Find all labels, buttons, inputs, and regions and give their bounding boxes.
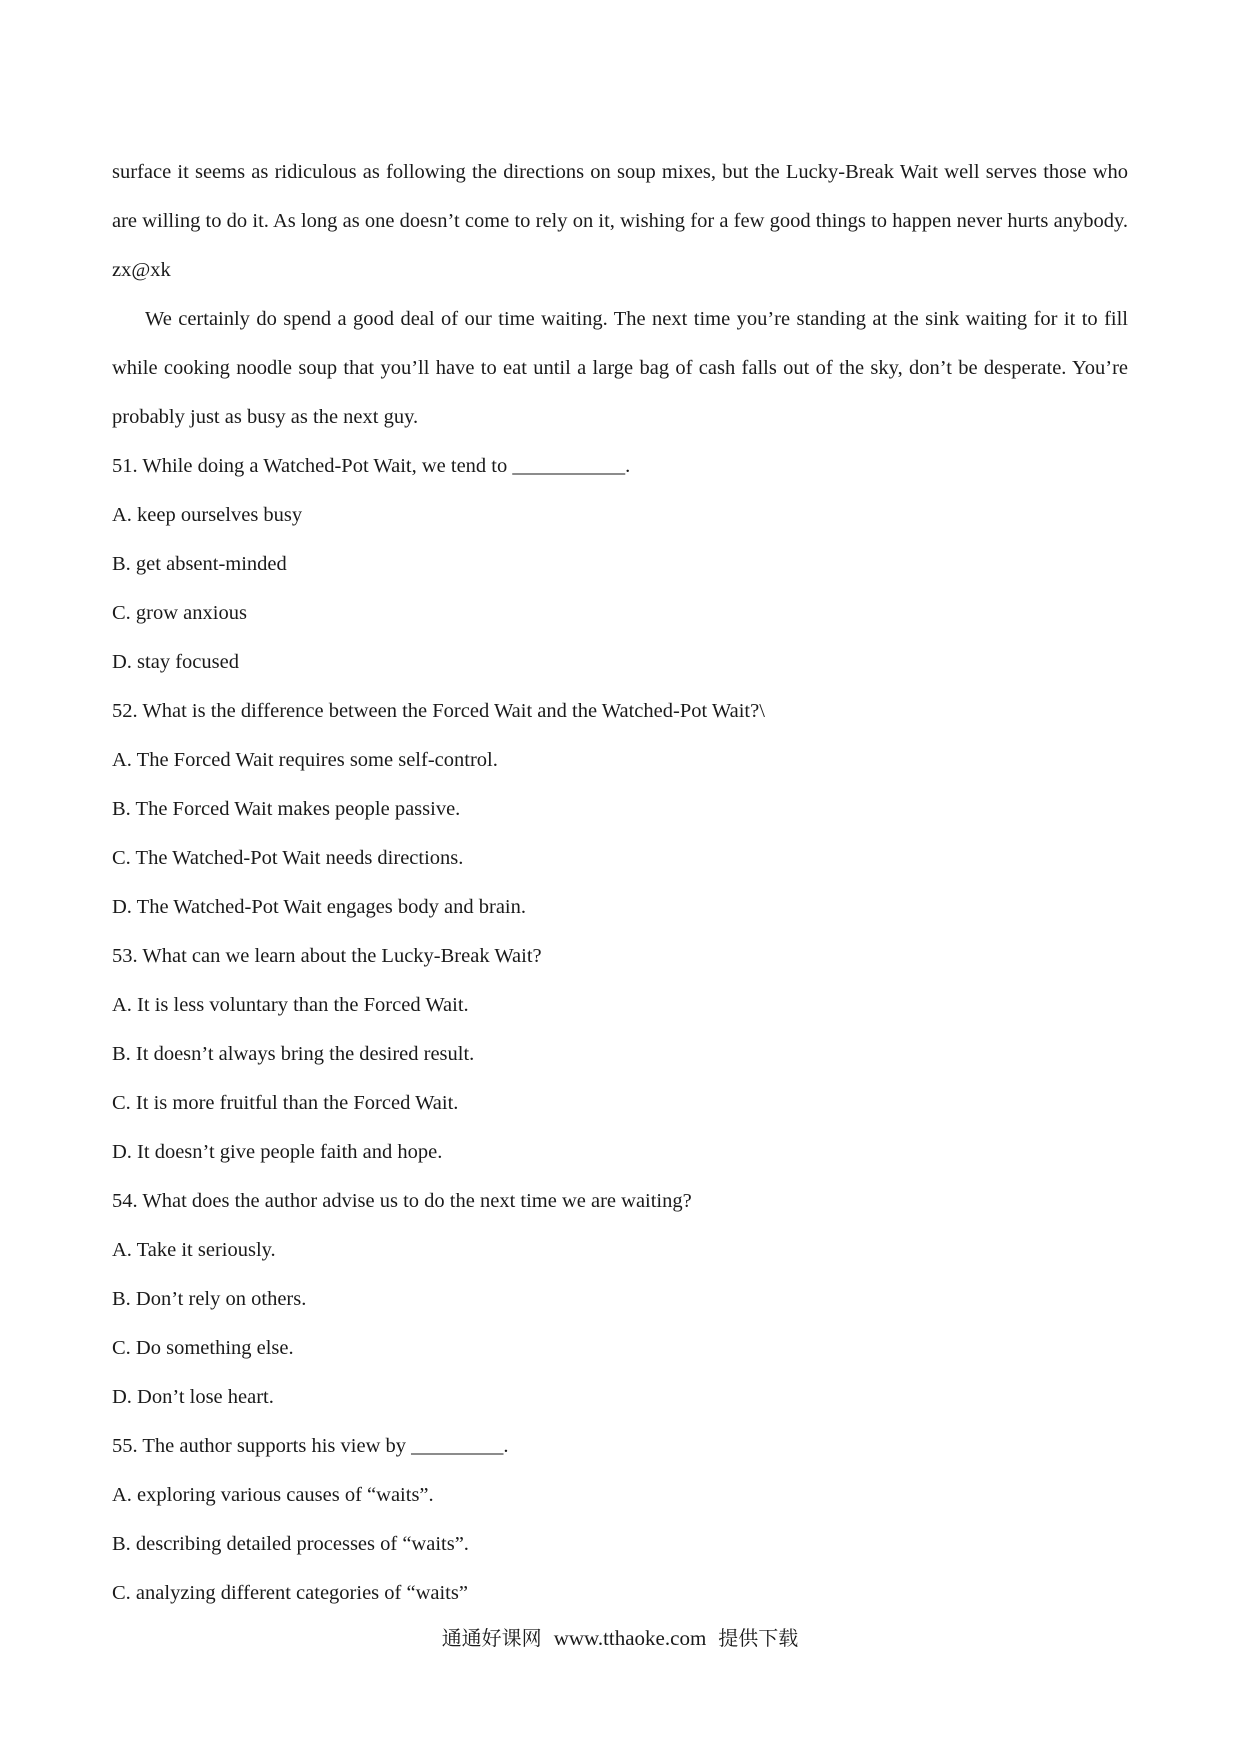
question-53	[112, 932, 1128, 1177]
option-c: C. Do something else.	[112, 1337, 294, 1359]
option-d: D. The Watched-Pot Wait engages body and brain.	[112, 896, 527, 918]
option-b: B. It doesn’t always bring the desired result.	[112, 1043, 475, 1065]
option-a: A. exploring various causes of “waits”.	[112, 1484, 434, 1506]
document-page	[112, 148, 1128, 1618]
option-c: C. The Watched-Pot Wait needs directions.	[112, 847, 464, 869]
option-a: A. It is less voluntary than the Forced Wait.	[112, 994, 469, 1016]
question-stem: 53. What can we learn about the Lucky-Break Wait?	[112, 945, 542, 967]
question-stem: 52. What is the difference between the Forced Wait and the Watched-Pot Wait?\	[112, 700, 765, 722]
footer-site-name: 通通好课网	[441, 1626, 542, 1650]
option-c: C. analyzing different categories of “waits”	[112, 1582, 468, 1604]
option-b: B. describing detailed processes of “waits”.	[112, 1533, 469, 1555]
footer-url[interactable]: www.tthaoke.com	[553, 1626, 707, 1650]
footer-suffix: 提供下载	[718, 1626, 799, 1650]
question-stem: 55. The author supports his view by _________.	[112, 1435, 509, 1457]
question-55	[112, 1422, 1128, 1618]
question-stem: 51. While doing a Watched-Pot Wait, we tend to ___________.	[112, 455, 631, 477]
option-d: D. Don’t lose heart.	[112, 1386, 274, 1408]
passage-paragraph: surface it seems as ridiculous as following the directions on soup mixes, but the Lucky-Break Wait well serves those who are willing to do it. As long as one doesn’t come to rely on it, wishing for a few good things to happen never hurts anybody. zx@xk	[112, 161, 1128, 281]
option-c: C. grow anxious	[112, 602, 247, 624]
option-b: B. get absent-minded	[112, 553, 287, 575]
question-52	[112, 687, 1128, 932]
question-51	[112, 442, 1128, 687]
option-d: D. stay focused	[112, 651, 239, 673]
option-a: A. Take it seriously.	[112, 1239, 276, 1261]
option-d: D. It doesn’t give people faith and hope.	[112, 1141, 443, 1163]
option-a: A. keep ourselves busy	[112, 504, 303, 526]
option-a: A. The Forced Wait requires some self-control.	[112, 749, 498, 771]
page-footer	[0, 1622, 1240, 1651]
question-stem: 54. What does the author advise us to do the next time we are waiting?	[112, 1190, 692, 1212]
passage-paragraph: We certainly do spend a good deal of our time waiting. The next time you’re standing at the sink waiting for it to fill while cooking noodle soup that you’ll have to eat until a large bag of cash falls out of the sky, don’t be desperate. You’re probably just as busy as the next guy.	[112, 308, 1128, 428]
option-b: B. Don’t rely on others.	[112, 1288, 307, 1310]
option-c: C. It is more fruitful than the Forced Wait.	[112, 1092, 459, 1114]
question-54	[112, 1177, 1128, 1422]
option-b: B. The Forced Wait makes people passive.	[112, 798, 461, 820]
